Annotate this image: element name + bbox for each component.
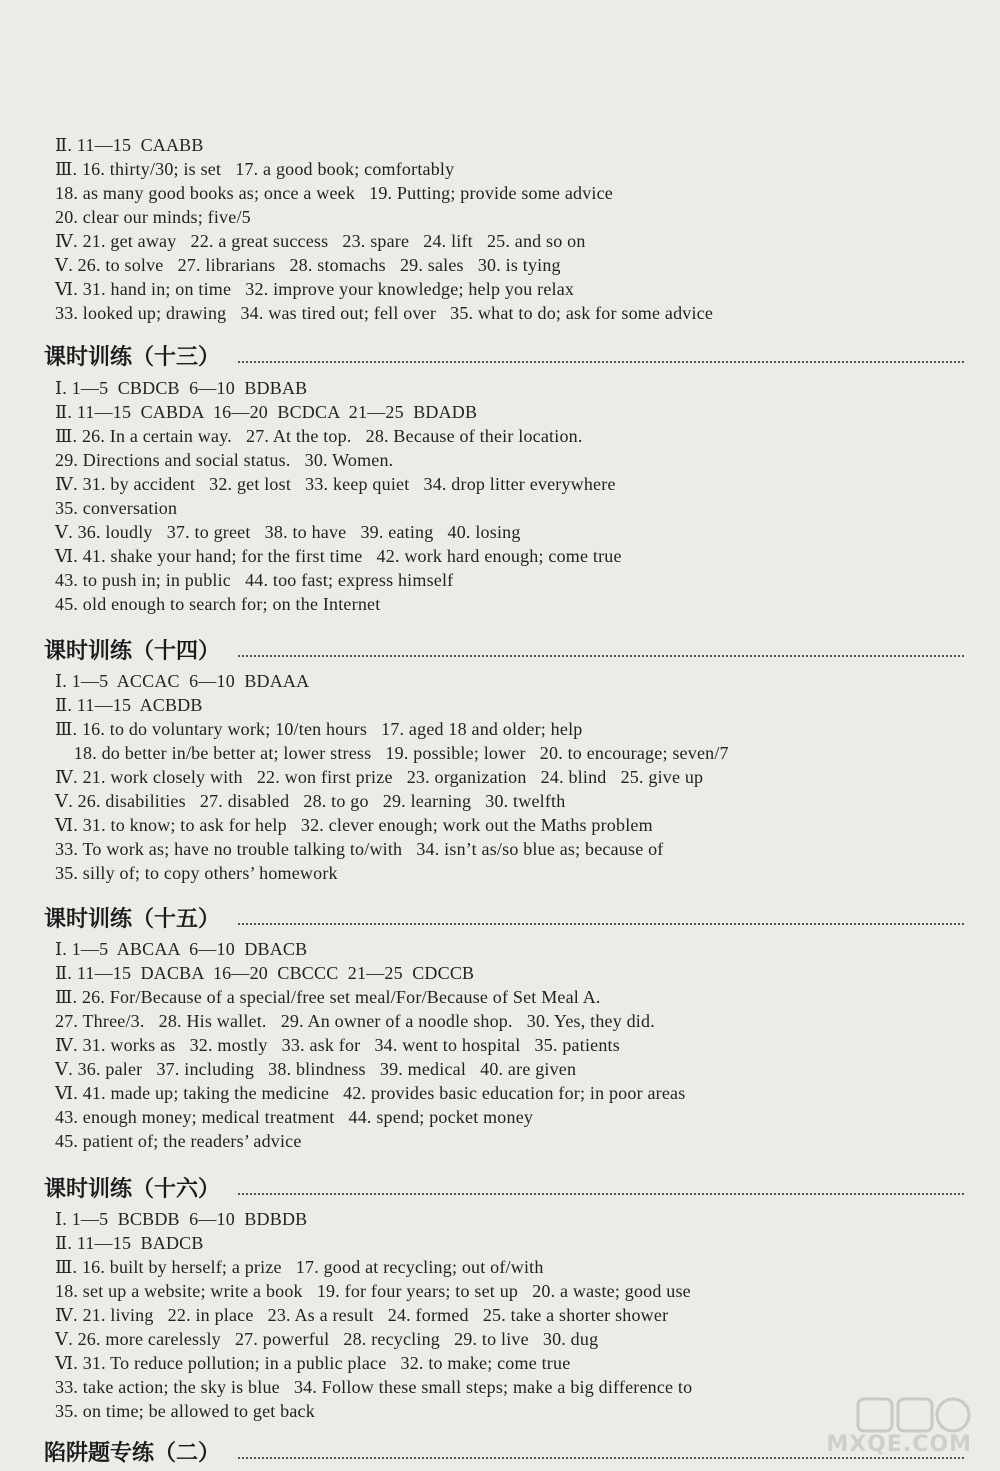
section-title: 课时训练（十三） (44, 345, 221, 370)
answer-line: 33. take action; the sky is blue 34. Follow these small steps; make a big difference to (55, 1377, 693, 1397)
answer-line: Ⅰ. 1—5 ACCAC 6—10 BDAAA (55, 671, 310, 691)
answer-line: Ⅴ. 26. to solve 27. librarians 28. stomachs 29. sales 30. is tying (55, 255, 561, 275)
answer-line: Ⅳ. 21. get away 22. a great success 23. spare 24. lift 25. and so on (55, 231, 586, 251)
answer-line: Ⅲ. 16. thirty/30; is set 17. a good book; comfortably (55, 159, 455, 179)
answer-line: Ⅴ. 36. loudly 37. to greet 38. to have 39. eating 40. losing (55, 522, 521, 542)
answer-line: Ⅰ. 1—5 CBDCB 6—10 BDBAB (55, 378, 308, 398)
answer-line: 33. To work as; have no trouble talking to/with 34. isn’t as/so blue as; because of (55, 839, 664, 859)
answer-line: Ⅱ. 11—15 ACBDB (55, 695, 203, 715)
answer-line: 20. clear our minds; five/5 (55, 207, 251, 227)
answer-line: Ⅳ. 31. by accident 32. get lost 33. keep quiet 34. drop litter everywhere (55, 474, 616, 494)
answer-line: 18. do better in/be better at; lower stress 19. possible; lower 20. to encourage; seven/7 (55, 743, 729, 763)
answer-line: Ⅵ. 41. shake your hand; for the first time 42. work hard enough; come true (55, 546, 622, 566)
answer-line: Ⅴ. 26. more carelessly 27. powerful 28. recycling 29. to live 30. dug (55, 1329, 599, 1349)
answer-line: 33. looked up; drawing 34. was tired out; fell over 35. what to do; ask for some advice (55, 303, 714, 323)
answer-line: Ⅵ. 31. To reduce pollution; in a public place 32. to make; come true (55, 1353, 571, 1373)
section-title: 陷阱题专练（二） (44, 1441, 221, 1466)
answer-line: Ⅱ. 11—15 CAABB (55, 135, 204, 155)
answer-line: 29. Directions and social status. 30. Women. (55, 450, 394, 470)
dotted-rule (238, 361, 964, 363)
section-heading (44, 342, 964, 372)
dotted-rule (238, 923, 964, 925)
answer-line: Ⅳ. 21. living 22. in place 23. As a result 24. formed 25. take a shorter shower (55, 1305, 669, 1325)
answer-line: Ⅲ. 26. For/Because of a special/free set meal/For/Because of Set Meal A. (55, 987, 601, 1007)
section-heading (44, 636, 964, 666)
section-title: 课时训练（十六） (44, 1177, 221, 1202)
answer-line: Ⅲ. 26. In a certain way. 27. At the top. 28. Because of their location. (55, 426, 583, 446)
answer-line: 18. set up a website; write a book 19. for four years; to set up 20. a waste; good use (55, 1281, 691, 1301)
answer-line: Ⅳ. 31. works as 32. mostly 33. ask for 34. went to hospital 35. patients (55, 1035, 620, 1055)
watermark-logo (798, 1395, 978, 1461)
dotted-rule (238, 1193, 964, 1195)
answer-line: 18. as many good books as; once a week 19. Putting; provide some advice (55, 183, 613, 203)
answer-line: Ⅱ. 11—15 DACBA 16—20 CBCCC 21—25 CDCCB (55, 963, 475, 983)
answer-line: Ⅲ. 16. built by herself; a prize 17. good at recycling; out of/with (55, 1257, 544, 1277)
answer-line: Ⅴ. 26. disabilities 27. disabled 28. to go 29. learning 30. twelfth (55, 791, 566, 811)
section-title: 课时训练（十四） (44, 639, 221, 664)
answer-line: Ⅵ. 31. hand in; on time 32. improve your knowledge; help you relax (55, 279, 575, 299)
answer-line: Ⅰ. 1—5 ABCAA 6—10 DBACB (55, 939, 308, 959)
answer-line: Ⅰ. 1—5 BCBDB 6—10 BDBDB (55, 1209, 308, 1229)
dotted-rule (238, 655, 964, 657)
answer-line: Ⅱ. 11—15 CABDA 16—20 BCDCA 21—25 BDADB (55, 402, 478, 422)
answer-line: 43. to push in; in public 44. too fast; express himself (55, 570, 454, 590)
answer-line: 35. silly of; to copy others’ homework (55, 863, 338, 883)
answer-line: Ⅱ. 11—15 BADCB (55, 1233, 204, 1253)
answer-line: 27. Three/3. 28. His wallet. 29. An owner of a noodle shop. 30. Yes, they did. (55, 1011, 655, 1031)
answer-line: 35. on time; be allowed to get back (55, 1401, 315, 1421)
answer-line: 45. old enough to search for; on the Internet (55, 594, 381, 614)
answer-line: Ⅳ. 21. work closely with 22. won first prize 23. organization 24. blind 25. give up (55, 767, 704, 787)
answer-line: Ⅴ. 36. paler 37. including 38. blindness 39. medical 40. are given (55, 1059, 577, 1079)
answer-line: 43. enough money; medical treatment 44. spend; pocket money (55, 1107, 534, 1127)
watermark-text: MXQE.COM (826, 1432, 972, 1457)
answer-line: Ⅵ. 31. to know; to ask for help 32. clever enough; work out the Maths problem (55, 815, 653, 835)
section-title: 课时训练（十五） (44, 907, 221, 932)
answer-line: Ⅵ. 41. made up; taking the medicine 42. provides basic education for; in poor areas (55, 1083, 686, 1103)
section-heading (44, 904, 964, 934)
section-heading (44, 1174, 964, 1204)
answer-line: Ⅲ. 16. to do voluntary work; 10/ten hours 17. aged 18 and older; help (55, 719, 583, 739)
answer-line: 45. patient of; the readers’ advice (55, 1131, 302, 1151)
answer-line: 35. conversation (55, 498, 178, 518)
